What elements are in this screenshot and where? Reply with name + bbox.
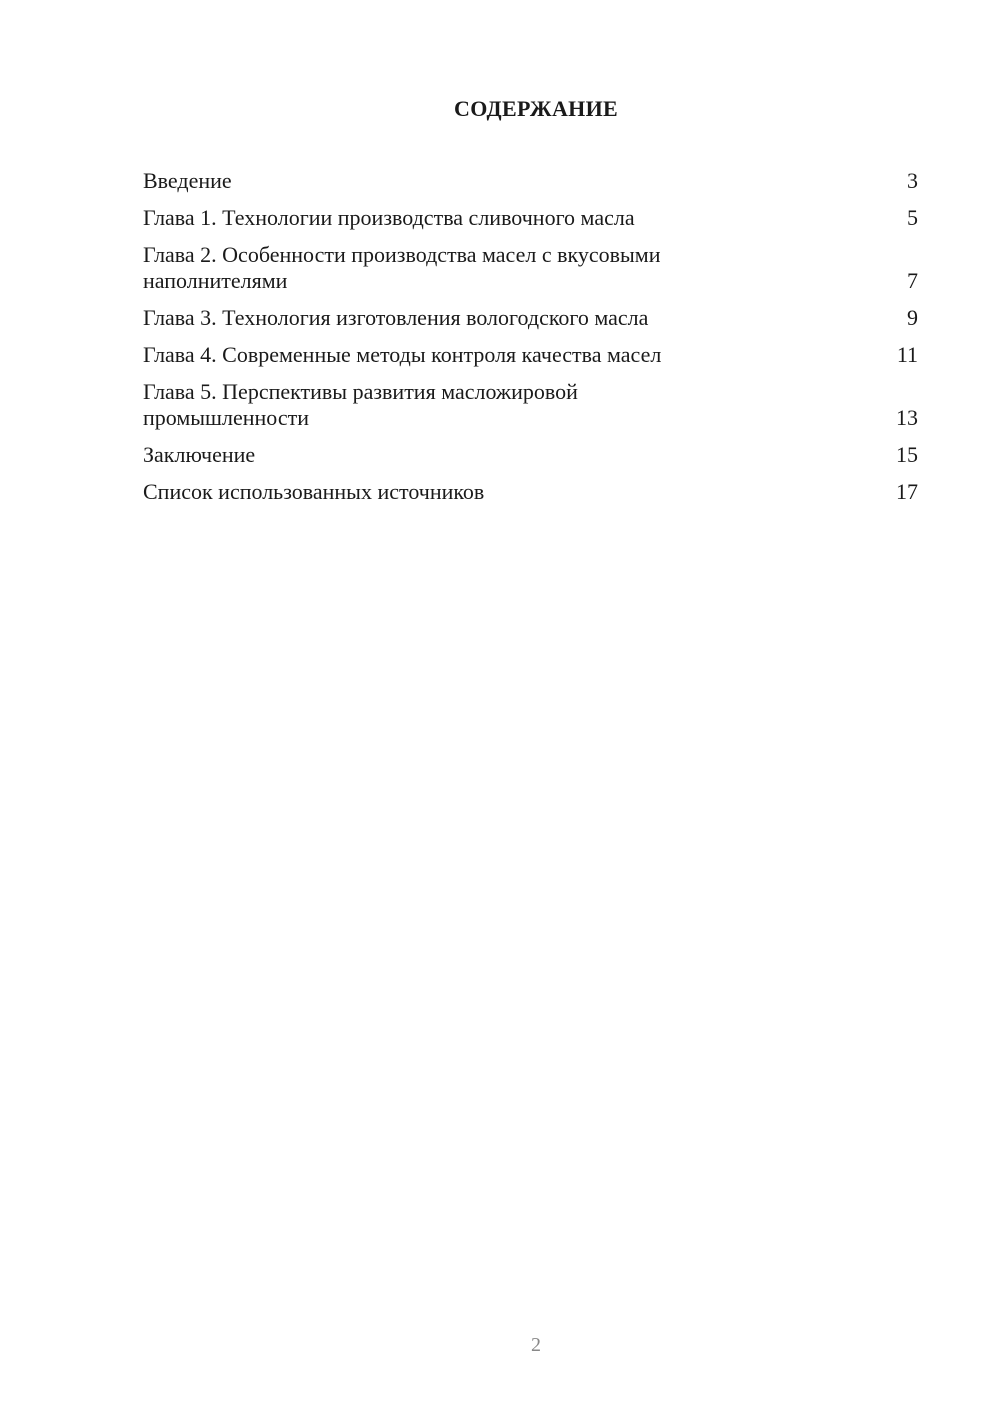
toc-entry-page: 3 [907, 168, 918, 193]
toc-entry-label: Заключение [143, 442, 256, 467]
toc-entry-label: Введение [143, 168, 232, 193]
toc-entry-chapter-3[interactable] [143, 305, 918, 331]
toc-entry-label: Глава 3. Технология изготовления вологодского масла [143, 305, 649, 330]
toc-entry-label: Глава 2. Особенности производства масел с вкусовыми наполнителями [143, 242, 661, 293]
toc-entry-label: Глава 5. Перспективы развития масложировой промышленности [143, 379, 578, 430]
toc-entry-page: 5 [907, 205, 918, 230]
toc-title: СОДЕРЖАНИЕ [454, 96, 618, 121]
toc-entry-label: Глава 4. Современные методы контроля качества масел [143, 342, 662, 367]
toc-entry-chapter-1[interactable] [143, 205, 918, 231]
page-number: 2 [531, 1334, 541, 1356]
toc-entry-chapter-4[interactable] [143, 342, 918, 368]
toc-entry-introduction[interactable] [143, 168, 918, 194]
toc-entry-chapter-5[interactable] [143, 379, 918, 431]
toc-entry-references[interactable] [143, 479, 918, 505]
toc-entry-page: 13 [896, 405, 918, 430]
toc-entry-label: Глава 1. Технологии производства сливочного масла [143, 205, 635, 230]
toc-entry-page: 9 [907, 305, 918, 330]
toc-entry-page: 11 [896, 342, 918, 367]
table-of-contents [143, 168, 918, 516]
toc-entry-page: 17 [896, 479, 918, 504]
toc-entry-label: Список использованных источников [143, 479, 485, 504]
toc-entry-page: 15 [896, 442, 918, 467]
toc-entry-page: 7 [907, 268, 918, 293]
toc-entry-conclusion[interactable] [143, 442, 918, 468]
toc-entry-chapter-2[interactable] [143, 242, 918, 294]
